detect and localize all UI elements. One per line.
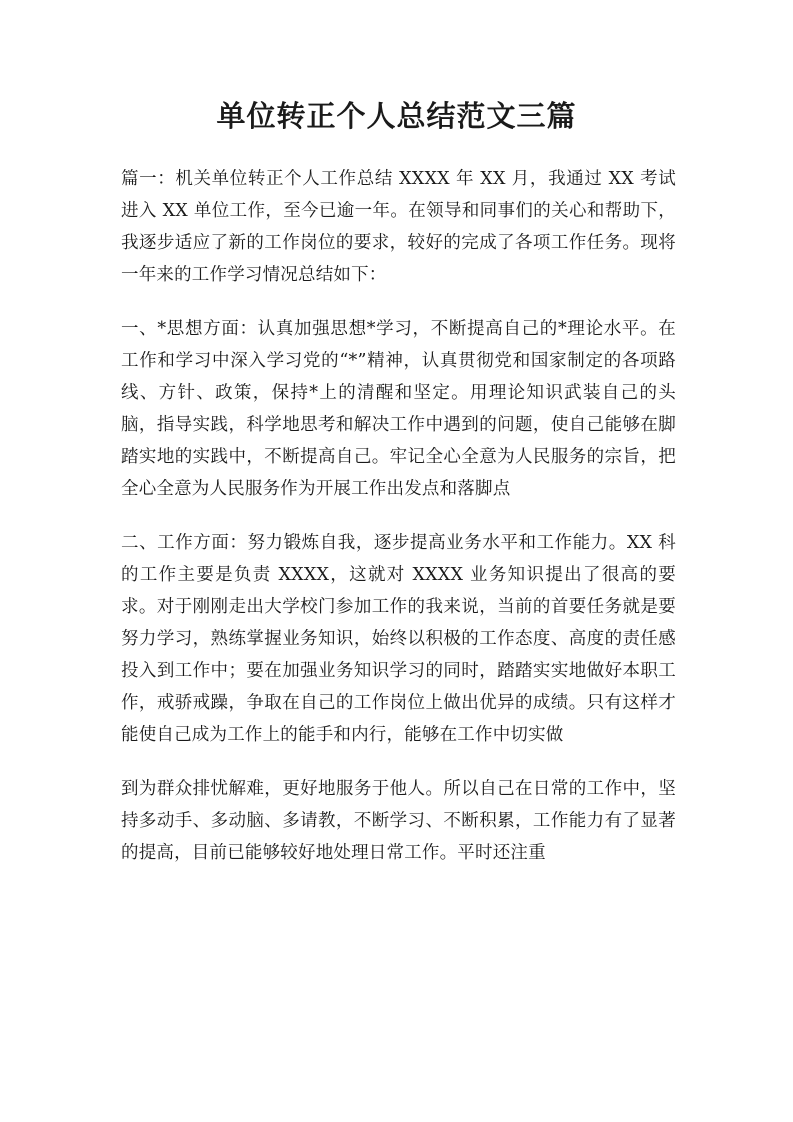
paragraph-work: 二、工作方面：努力锻炼自我，逐步提高业务水平和工作能力。XX 科的工作主要是负责 XXXX，这就对 XXXX 业务知识提出了很高的要求。对于刚刚走出大学校门参加工作的我来说，当前的首要任务就是要努力学习，熟练掌握业务知识，始终以积极的工作态度、高度的责任感投入到工作中；要在加强业务知识学习的同时，踏踏实实地做好本职工作，戒骄戒躁，争取在自己的工作岗位上做出优异的成绩。只有这样才能使自己成为工作上的能手和内行，能够在工作中切实做 — [121, 533, 676, 745]
paragraph-intro: 篇一：机关单位转正个人工作总结 XXXX 年 XX 月，我通过 XX 考试进入 XX 单位工作，至今已逾一年。在领导和同事们的关心和帮助下，我逐步适应了新的工作岗位的要求，较好的完成了各项工作任务。现将一年来的工作学习情况总结如下： — [121, 169, 676, 285]
document-body — [121, 163, 676, 891]
paragraph-continuation: 到为群众排忧解难，更好地服务于他人。所以自己在日常的工作中，坚持多动手、多动脑、多请教，不断学习、不断积累，工作能力有了显著的提高，目前已能够较好地处理日常工作。平时还注重 — [121, 779, 676, 863]
paragraph-ideology: 一、*思想方面：认真加强思想*学习，不断提高自己的*理论水平。在工作和学习中深入学习党的“*”精神，认真贯彻党和国家制定的各项路线、方针、政策，保持*上的清醒和坚定。用理论知识武装自己的头脑，指导实践，科学地思考和解决工作中遇到的问题，使自己能够在脚踏实地的实践中，不断提高自己。牢记全心全意为人民服务的宗旨，把全心全意为人民服务作为开展工作出发点和落脚点 — [121, 319, 676, 499]
document-title: 单位转正个人总结范文三篇 — [216, 99, 577, 133]
